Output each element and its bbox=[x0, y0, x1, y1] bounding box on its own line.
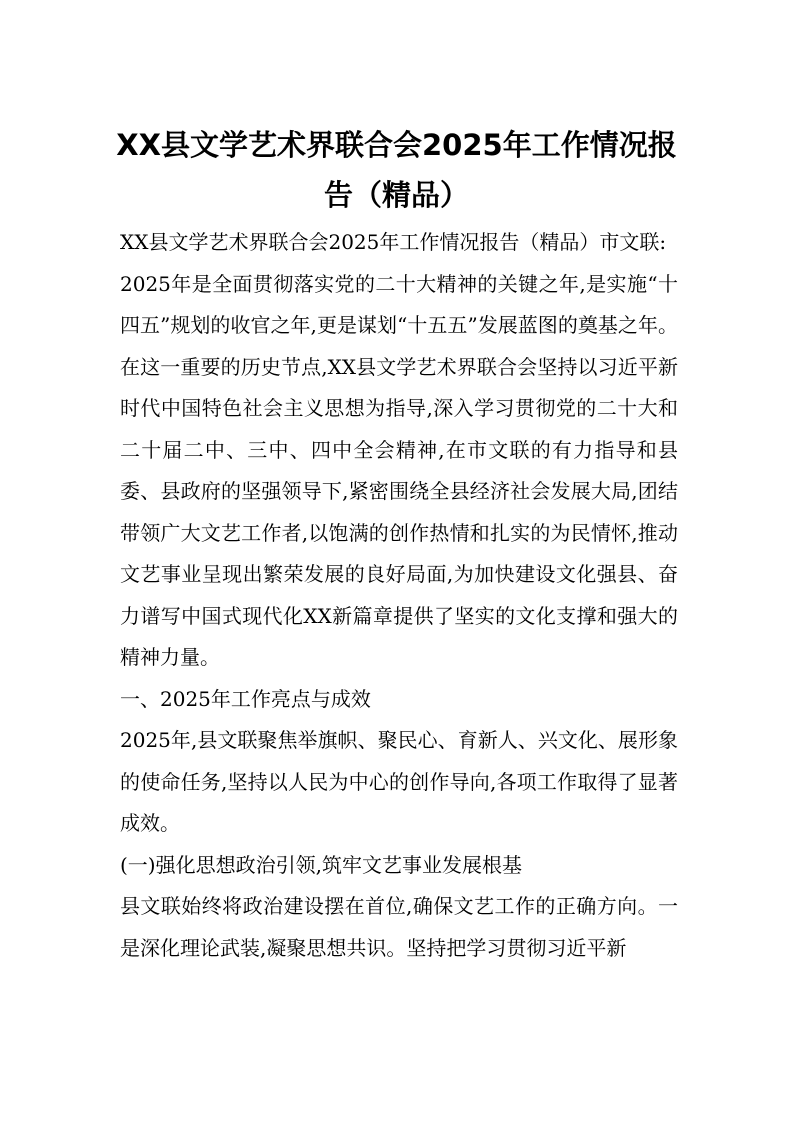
subsection-heading-1: (一)强化思想政治引领,筑牢文艺事业发展根基 bbox=[120, 852, 522, 877]
document-title-line-2: 告（精品） bbox=[323, 178, 469, 212]
section-heading-1: 一、2025年工作亮点与成效 bbox=[120, 686, 371, 711]
section-1-paragraph: 2025年,县文联聚焦举旗帜、聚民心、育新人、兴文化、展形象的使命任务,坚持以人民为中心的创作导向,各项工作取得了显著成效。 bbox=[120, 728, 678, 835]
overview-paragraph: 2025年是全面贯彻落实党的二十大精神的关键之年,是实施“十四五”规划的收官之年,更是谋划“十五五”发展蓝图的奠基之年。在这一重要的历史节点,XX县文学艺术界联合会坚持以习近平新时代中国特色社会主义思想为指导,深入学习贯彻党的二十大和二十届二中、三中、四中全会精神,在市文联的有力指导和县委、县政府的坚强领导下,紧密围绕全县经济社会发展大局,团结带领广大文艺工作者,以饱满的创作热情和扎实的为民情怀,推动文艺事业呈现出繁荣发展的良好局面,为加快建设文化强县、奋力谱写中国式现代化XX新篇章提供了坚实的文化支撑和强大的精神力量。 bbox=[120, 271, 678, 669]
subsection-1-paragraph: 县文联始终将政治建设摆在首位,确保文艺工作的正确方向。一是深化理论武装,凝聚思想共识。坚持把学习贯彻习近平新 bbox=[120, 894, 678, 960]
document-body bbox=[120, 222, 678, 969]
document-title-line-1: XX县文学艺术界联合会2025年工作情况报 bbox=[116, 128, 677, 162]
intro-paragraph: XX县文学艺术界联合会2025年工作情况报告（精品）市文联: bbox=[120, 230, 667, 254]
